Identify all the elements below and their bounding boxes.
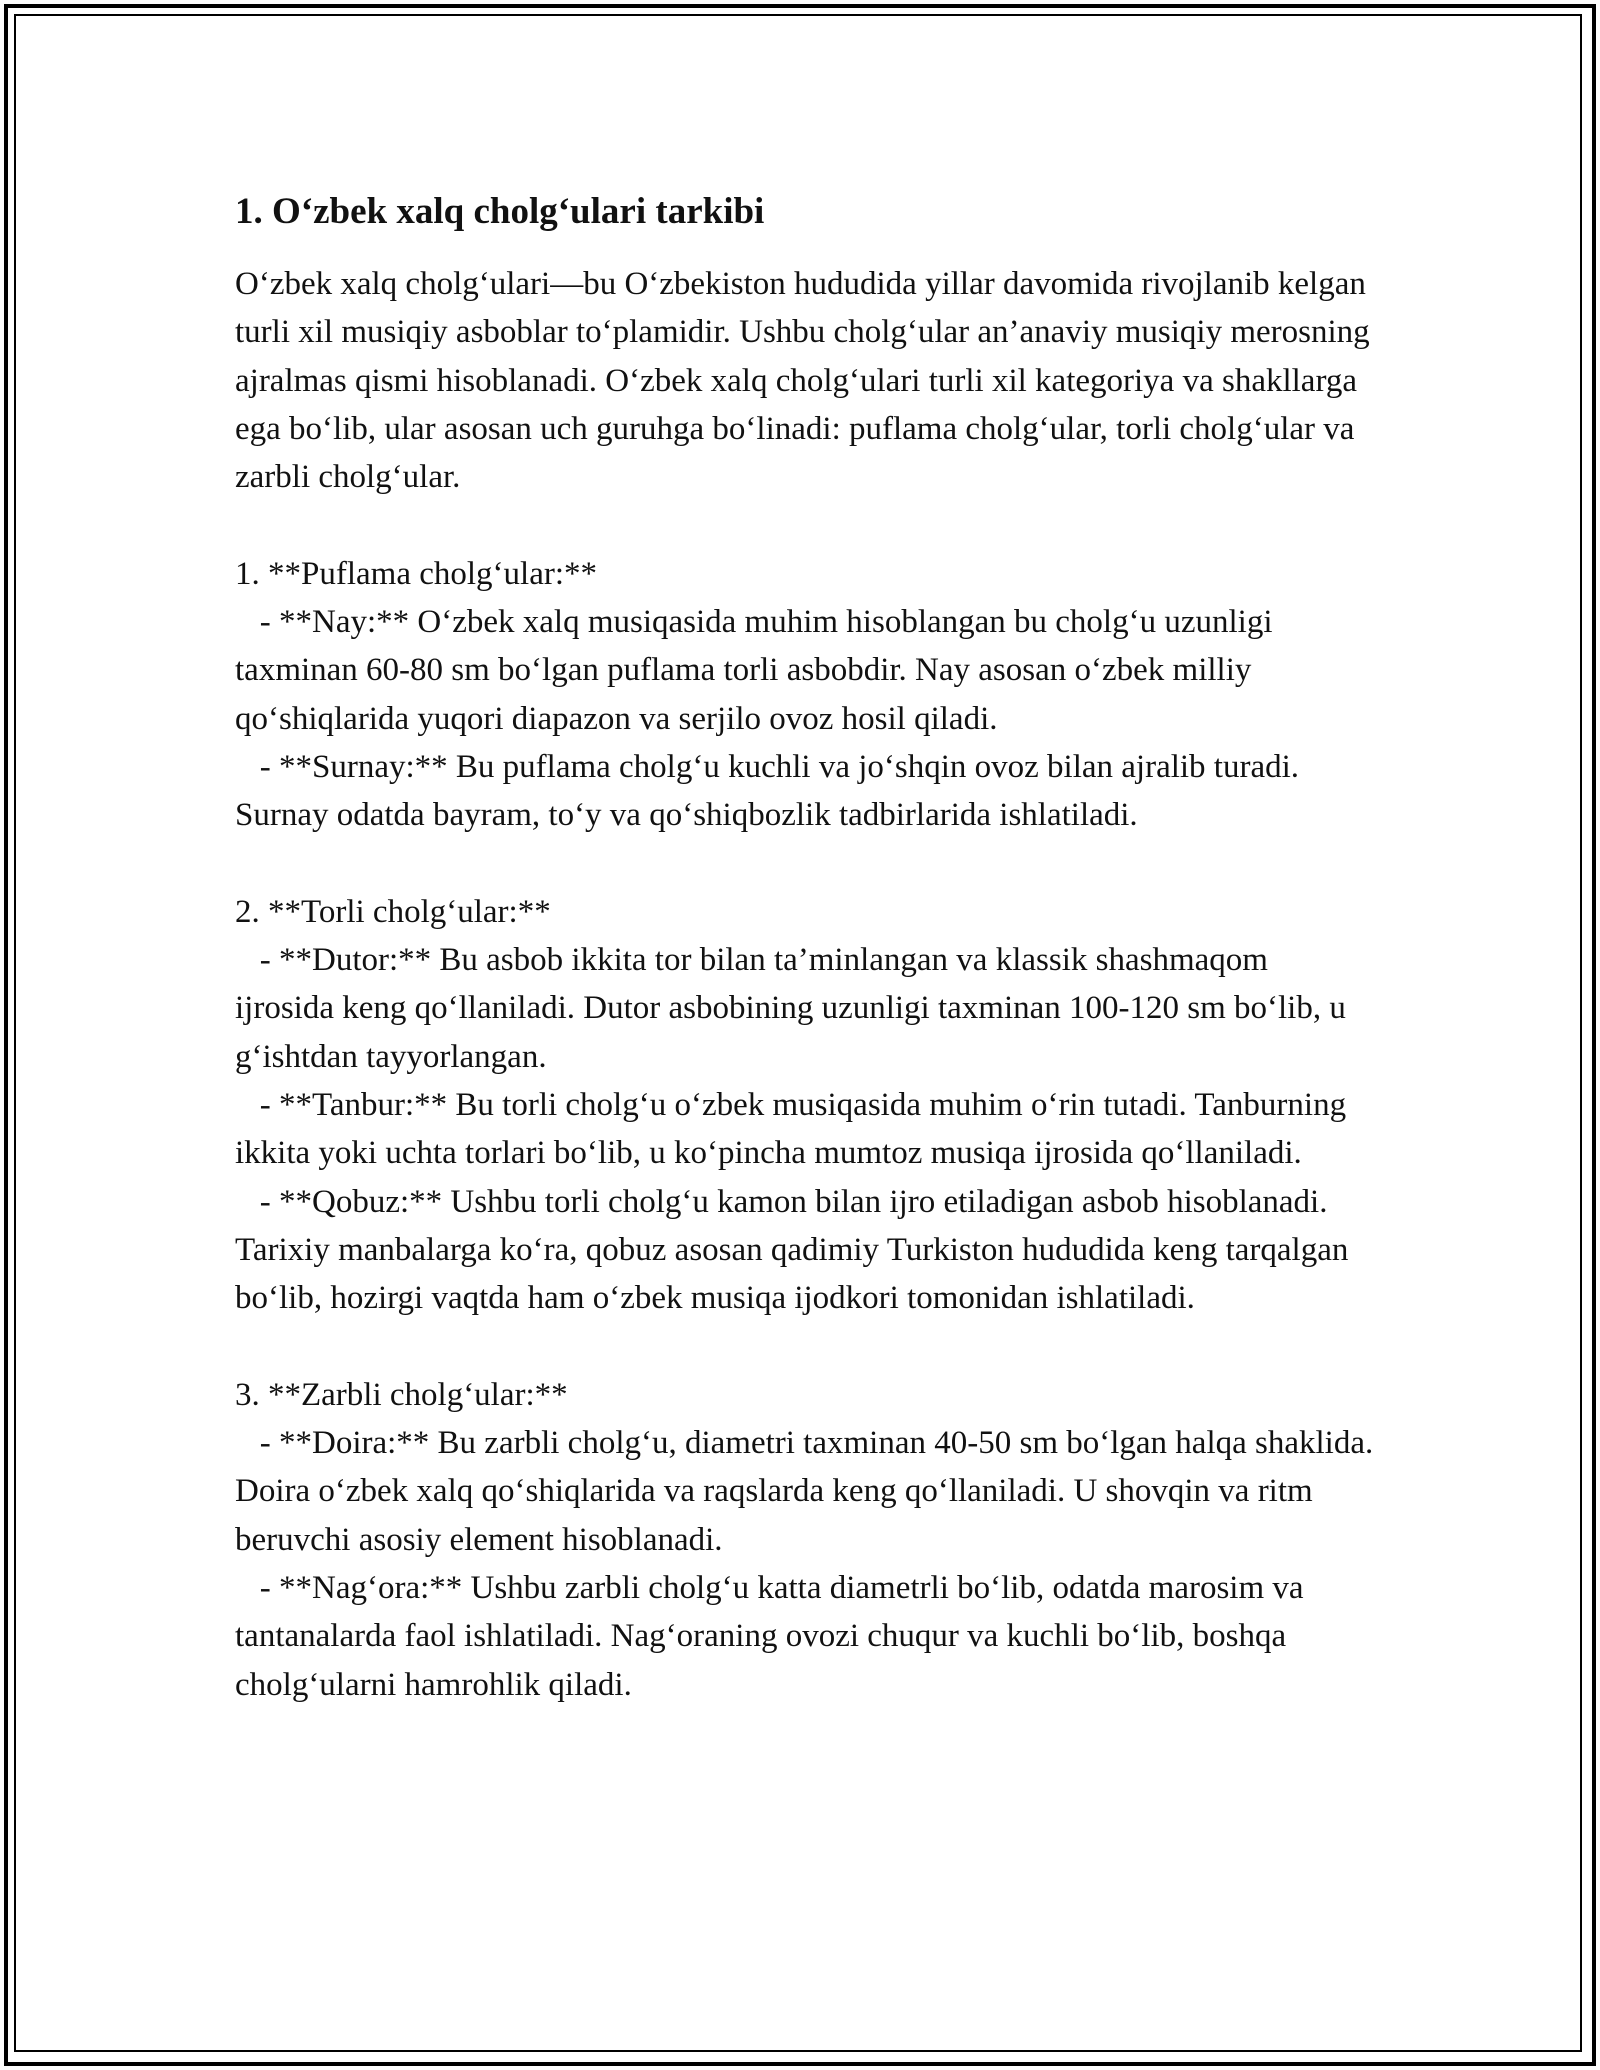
section-title: 2. **Torli cholg‘ular:**: [235, 893, 551, 930]
list-item-nay: - **Nay:** O‘zbek xalq musiqasida muhim hisoblangan bu cholg‘u uzunligi taxminan 60-80 sm bo‘lgan puflama torli asbobdir. Nay asosan o‘zbek milliy qo‘shiqlarida yuqori diapazon va serjilo ovoz hosil qiladi.: [235, 604, 1281, 737]
paragraph-gap: [235, 501, 1375, 549]
list-item-tanbur: - **Tanbur:** Bu torli cholg‘u o‘zbek musiqasida muhim o‘rin tutadi. Tanburning ikkita yoki uchta torlari bo‘lib, u ko‘pincha mumtoz musiqa ijrosida qo‘llaniladi.: [235, 1087, 1355, 1172]
list-item-qobuz: - **Qobuz:** Ushbu torli cholg‘u kamon bilan ijro etiladigan asbob hisoblanadi. Tarixiy manbalarga ko‘ra, qobuz asosan qadimiy Turkiston hududida keng tarqalgan bo‘lib, hozirgi vaqtda ham o‘zbek musiqa ijodkori tomonidan ishlatiladi.: [235, 1183, 1357, 1317]
list-item-surnay: - **Surnay:** Bu puflama cholg‘u kuchli va jo‘shqin ovoz bilan ajralib turadi. Surnay odatda bayram, to‘y va qo‘shiqbozlik tadbirlarida ishlatiladi.: [235, 748, 1308, 834]
paragraph-gap: [235, 840, 1375, 888]
intro-paragraph: O‘zbek xalq cholg‘ulari—bu O‘zbekiston hududida yillar davomida rivojlanib kelgan turli xil musiqiy asboblar to‘plamidir. Ushbu cholg‘ular an’anaviy musiqiy merosning ajralmas qismi hisoblanadi. O‘zbek xalq cholg‘ulari turli xil kategoriya va shakllarga ega bo‘lib, ular asosan uch guruhga bo‘linadi: puflama cholg‘ular, torli cholg‘ular va zarbli cholg‘ular.: [235, 266, 1378, 496]
section-heading: 1. O‘zbek xalq cholg‘ulari tarkibi: [235, 191, 765, 232]
paragraph-gap: [235, 1323, 1375, 1371]
section-percussion-instruments: [235, 1371, 1382, 1709]
section-string-instruments: [235, 888, 1375, 1323]
list-item-dutor: - **Dutor:** Bu asbob ikkita tor bilan ta’minlangan va klassik shashmaqom ijrosida keng qo‘llaniladi. Dutor asbobining uzunligi taxminan 100-120 sm bo‘lib, u g‘ishtdan tayyorlangan.: [235, 942, 1355, 1075]
section-title: 1. **Puflama cholg‘ular:**: [235, 555, 598, 592]
section-title: 3. **Zarbli cholg‘ular:**: [235, 1376, 568, 1413]
section-wind-instruments: [235, 550, 1375, 840]
list-item-doira: - **Doira:** Bu zarbli cholg‘u, diametri taxminan 40-50 sm bo‘lgan halqa shaklida. Doira o‘zbek xalq qo‘shiqlarida va raqslarda keng qo‘llaniladi. U shovqin va ritm beruvchi asosiy element hisoblanadi.: [235, 1425, 1382, 1558]
document-page: [235, 188, 1382, 1709]
list-item-nagora: - **Nag‘ora:** Ushbu zarbli cholg‘u katta diametrli bo‘lib, odatda marosim va tantanalarda faol ishlatiladi. Nag‘oraning ovozi chuqur va kuchli bo‘lib, boshqa cholg‘ularni hamrohlik qiladi.: [235, 1570, 1312, 1703]
